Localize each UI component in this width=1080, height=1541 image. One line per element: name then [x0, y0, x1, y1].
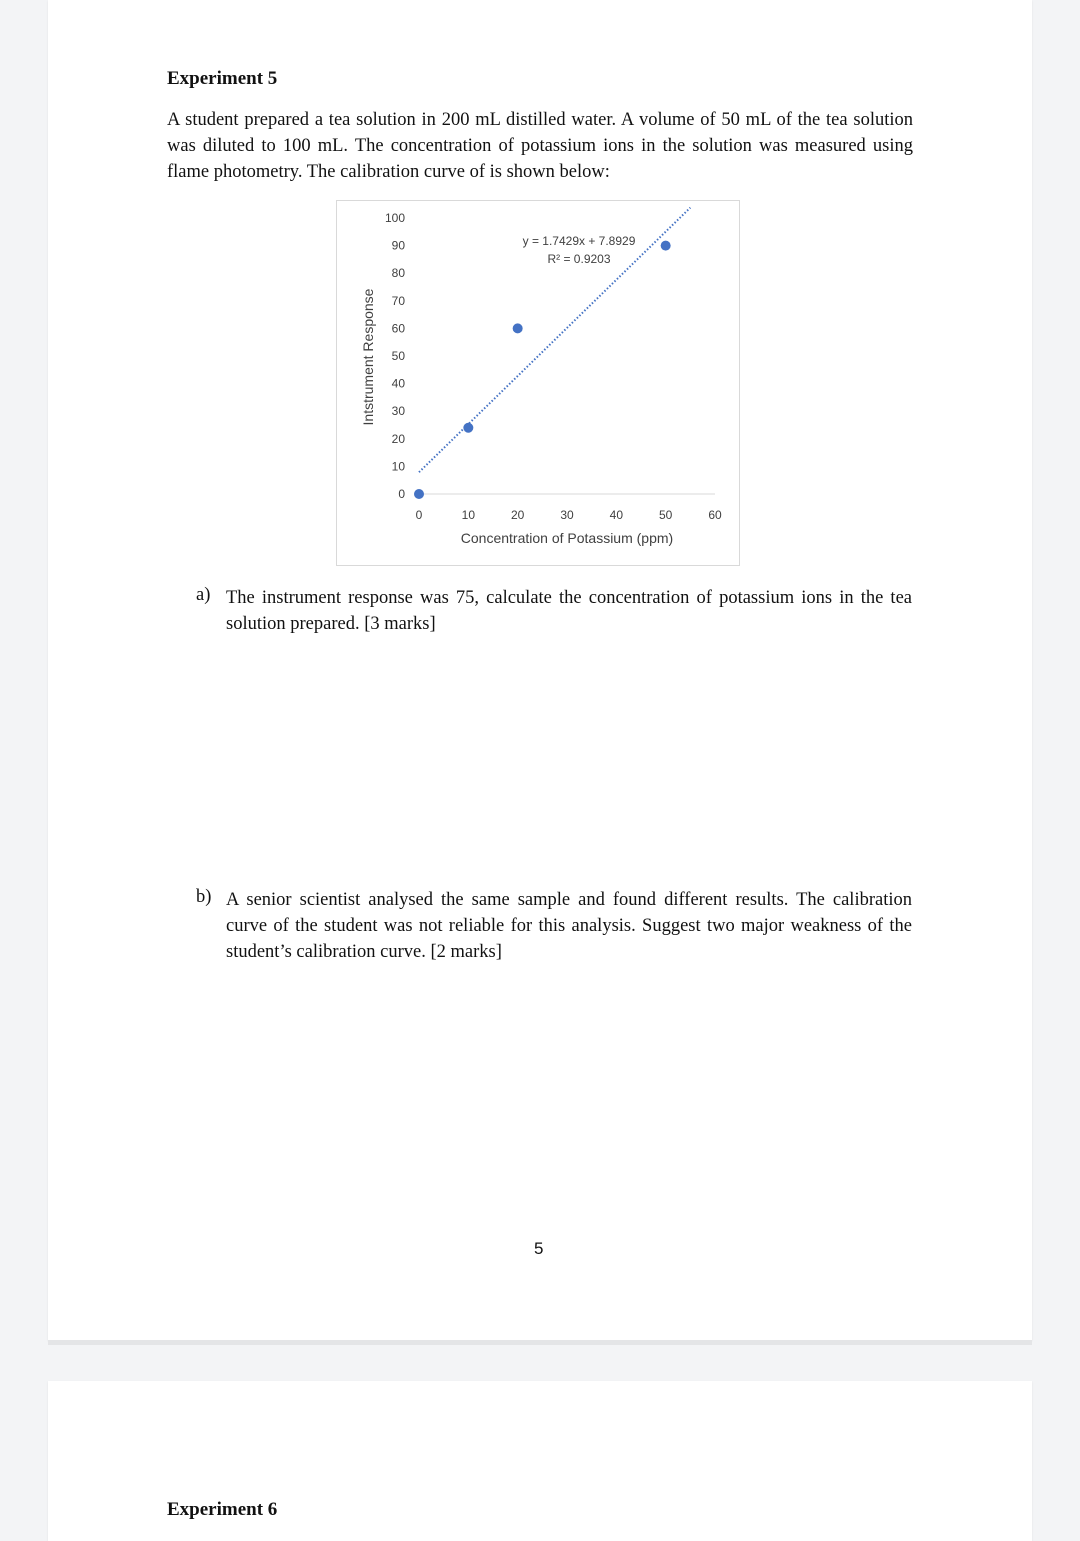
- x-tick-label: 50: [658, 508, 673, 522]
- data-points: [414, 241, 671, 499]
- y-axis-ticks: [385, 211, 405, 501]
- experiment-heading: Experiment 5: [167, 68, 278, 89]
- y-tick-label: 80: [391, 266, 405, 281]
- next-experiment-heading: Experiment 6: [167, 1499, 278, 1520]
- y-axis-label: Intstrument Response: [360, 288, 376, 426]
- question-b-text: A senior scientist analysed the same sample and found different results. The calibration curve of the student was not reliable for this analysis. Suggest two major weakness of the student’s calibration curve. [2 marks]: [226, 890, 912, 962]
- question-a-text: The instrument response was 75, calculate the concentration of potassium ions in the tea solution prepared. [3 marks]: [226, 588, 912, 634]
- calibration-chart-svg: [337, 201, 741, 567]
- trendline-equation: y = 1.7429x + 7.8929: [522, 234, 636, 248]
- page-number: 5: [534, 1239, 544, 1258]
- document-page-1: [48, 0, 1032, 1340]
- x-tick-label: 20: [510, 508, 525, 522]
- document-page-2: [48, 1381, 1032, 1541]
- y-tick-label: 40: [391, 376, 405, 391]
- y-tick-label: 50: [391, 349, 405, 363]
- y-tick-label: 20: [391, 431, 405, 446]
- calibration-chart: [336, 200, 740, 566]
- x-axis-label: Concentration of Potassium (ppm): [460, 530, 674, 546]
- x-tick-label: 30: [560, 508, 574, 522]
- intro-paragraph: A student prepared a tea solution in 200 mL distilled water. A volume of 50 mL of the tea solution was diluted to 100 mL. The concentration of potassium ions in the solution was measured using flame photometry. The calibration curve of is shown below:: [167, 110, 913, 182]
- data-point: [463, 423, 473, 433]
- y-tick-label: 0: [398, 487, 405, 501]
- y-tick-label: 10: [391, 459, 405, 474]
- x-tick-label: 40: [609, 508, 624, 522]
- x-axis-ticks: [416, 508, 722, 522]
- y-tick-label: 70: [391, 293, 405, 308]
- y-tick-label: 100: [384, 211, 405, 225]
- r-squared-label: R² = 0.9203: [547, 252, 611, 266]
- y-tick-label: 90: [391, 238, 405, 253]
- y-tick-label: 60: [391, 321, 405, 336]
- data-point: [414, 489, 424, 499]
- page-separator: [48, 1340, 1032, 1345]
- y-tick-label: 30: [391, 404, 405, 419]
- data-point: [661, 241, 671, 251]
- x-tick-label: 0: [415, 508, 423, 522]
- question-b-label: b): [196, 887, 212, 907]
- x-tick-label: 10: [461, 508, 476, 522]
- x-tick-label: 60: [708, 508, 722, 522]
- data-point: [513, 323, 523, 333]
- question-a-label: a): [196, 585, 211, 605]
